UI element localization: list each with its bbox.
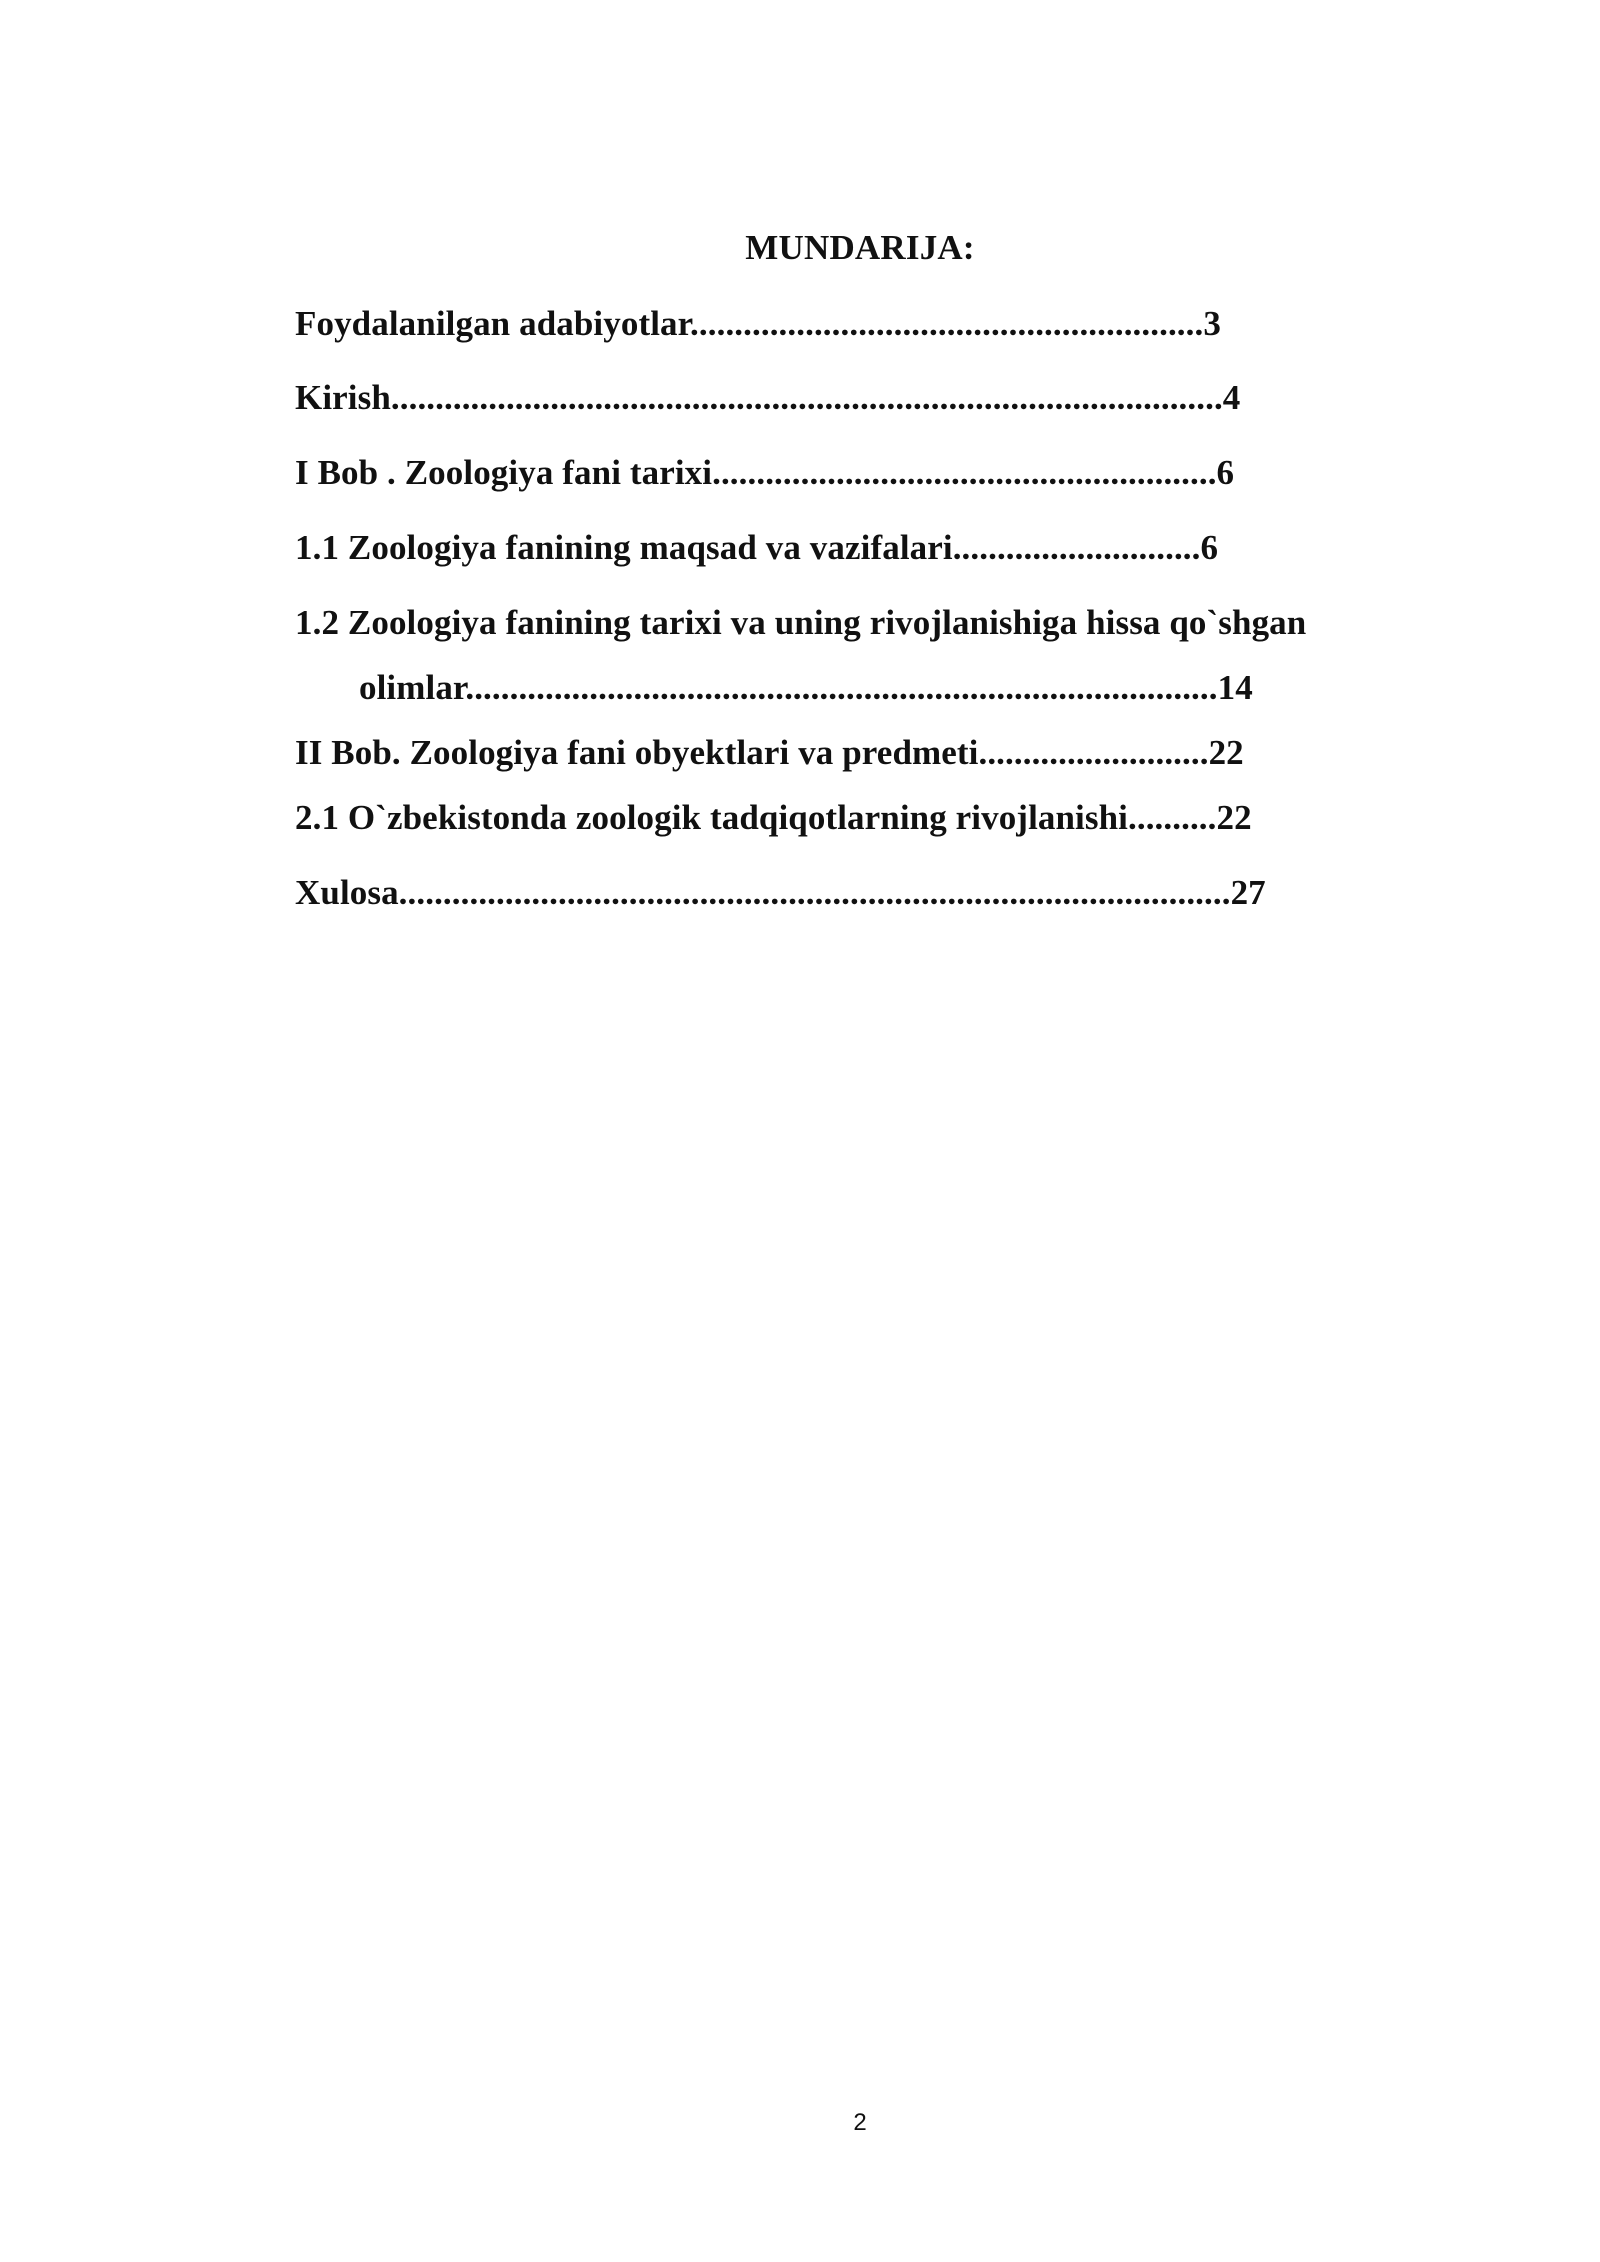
toc-entry-foydalanilgan-adabiyotlar: Foydalanilgan adabiyotlar..........................................................3: [295, 304, 1221, 343]
toc-heading: MUNDARIJA:: [745, 228, 975, 267]
toc-entry-kirish: Kirish..............................................................................................4: [295, 378, 1241, 417]
toc-entry-chapter-2: II Bob. Zoologiya fani obyektlari va predmeti..........................22: [295, 733, 1244, 772]
toc-entry-section-1-2-line2: olimlar.....................................................................................14: [359, 668, 1253, 707]
toc-entry-chapter-1: I Bob . Zoologiya fani tarixi.........................................................6: [295, 453, 1235, 492]
toc-entry-section-2-1: 2.1 O`zbekistonda zoologik tadqiqotlarning rivojlanishi..........22: [295, 798, 1252, 837]
page-number: 2: [853, 2109, 867, 2136]
toc-entry-section-1-2-line1: 1.2 Zoologiya fanining tarixi va uning rivojlanishiga hissa qo`shgan: [295, 603, 1307, 642]
toc-entry-section-1-2: [295, 601, 1306, 710]
toc-entry-xulosa: Xulosa..............................................................................................27: [295, 873, 1266, 912]
toc-entry-section-1-1: 1.1 Zoologiya fanining maqsad va vazifalari............................6: [295, 528, 1219, 567]
